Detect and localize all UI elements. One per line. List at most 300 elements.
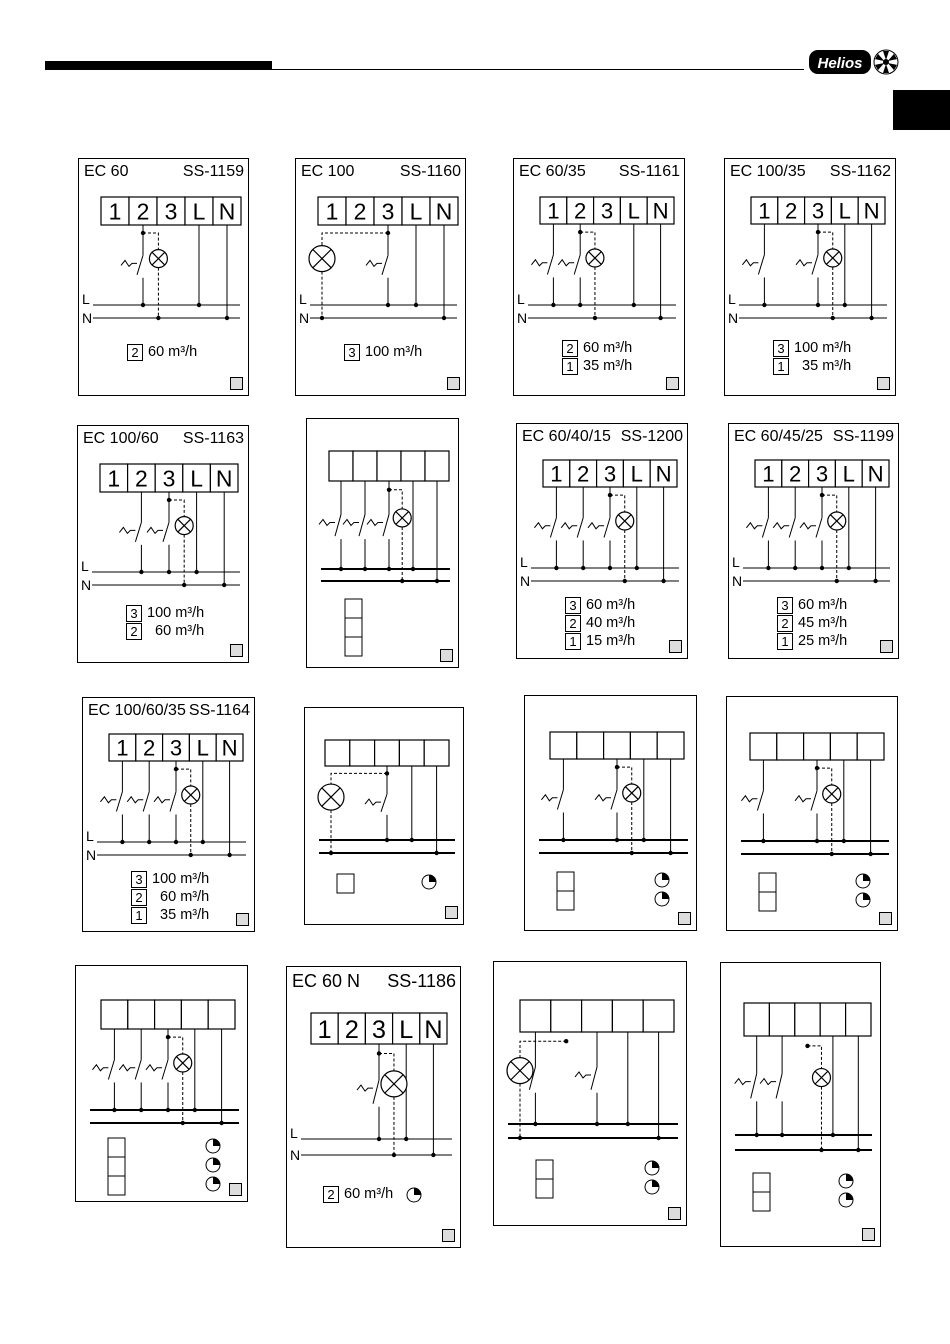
speed-stage-number: 3 <box>565 597 581 614</box>
airflow-value: 100 m³/h <box>147 605 205 621</box>
header-rule-thick <box>45 61 272 70</box>
junction-dot <box>141 303 145 307</box>
legend-row <box>773 339 851 357</box>
circuit-diagram <box>305 708 465 926</box>
circuit-diagram <box>494 962 688 1227</box>
line-label-N: N <box>728 310 739 326</box>
airflow-value: 60 m³/h <box>586 597 636 613</box>
switch-actuator-icon <box>365 799 381 805</box>
junction-dot <box>201 840 205 844</box>
article-code: SS-1162 <box>829 163 891 180</box>
timer-icon <box>839 1174 853 1188</box>
model-title: EC 60 <box>84 163 129 180</box>
terminal-cell <box>750 733 777 760</box>
wiring-panel <box>304 707 464 925</box>
legend-row <box>323 1185 393 1203</box>
terminal-label: 2 <box>136 198 150 225</box>
panel-marker-box <box>445 906 458 919</box>
legend-row <box>131 906 209 924</box>
junction-dot <box>793 566 797 570</box>
timer-icon <box>645 1180 659 1194</box>
legend-row <box>777 614 847 632</box>
legend-row <box>562 357 632 375</box>
terminal-label: L <box>838 198 851 224</box>
panel-marker-box <box>879 912 892 925</box>
switch-actuator-icon <box>760 1079 776 1085</box>
junction-dot <box>819 1148 823 1152</box>
wiring-panel <box>524 695 697 931</box>
legend-row <box>565 632 635 650</box>
lamp-feed-dashed <box>580 232 595 249</box>
model-title: EC 60/35 <box>519 163 586 180</box>
airflow-value: 35 m³/h <box>794 358 852 374</box>
junction-dot <box>112 1108 116 1112</box>
terminal-label: 3 <box>815 461 829 487</box>
line-label-L: L <box>520 554 528 570</box>
junction-dot <box>661 579 665 583</box>
junction-dot <box>435 579 439 583</box>
terminal-cell <box>399 740 424 766</box>
switch-contact <box>335 514 341 536</box>
airflow-value: 40 m³/h <box>586 615 636 631</box>
article-code: SS-1199 <box>832 428 894 445</box>
panel-marker-box <box>880 640 893 653</box>
airflow-value: 100 m³/h <box>152 871 210 887</box>
junction-dot <box>656 1136 660 1140</box>
legend-row <box>565 596 635 614</box>
airflow-value: 60 m³/h <box>583 340 633 356</box>
terminal-cell <box>643 1000 674 1032</box>
junction-dot <box>219 1121 223 1125</box>
terminal-label: 1 <box>116 735 129 761</box>
circuit-diagram <box>525 696 698 932</box>
switch-actuator-icon <box>541 795 557 801</box>
timer-icon <box>422 875 436 889</box>
junction-dot <box>608 566 612 570</box>
switch-actuator-icon <box>796 260 812 266</box>
switch-actuator-icon <box>121 260 137 266</box>
header-rule-thin <box>272 69 804 70</box>
switch-contact <box>143 792 149 812</box>
junction-dot <box>856 1148 860 1152</box>
junction-dot <box>835 579 839 583</box>
junction-dot <box>630 851 634 855</box>
switch-actuator-icon <box>742 260 758 266</box>
legend-box <box>536 1179 553 1198</box>
timer-icon <box>856 874 870 888</box>
junction-dot <box>387 567 391 571</box>
terminal-label: 1 <box>762 461 775 487</box>
switch-contact <box>547 255 553 275</box>
speed-stage-number: 2 <box>131 889 147 906</box>
terminal-label: 3 <box>381 198 395 225</box>
switch-actuator-icon <box>534 523 550 529</box>
switch-actuator-icon <box>119 527 135 533</box>
wiring-panel <box>513 158 685 396</box>
switch-actuator-icon <box>100 797 116 803</box>
panel-marker-box <box>440 649 453 662</box>
legend-box <box>536 1160 553 1179</box>
junction-dot <box>816 303 820 307</box>
terminal-cell <box>604 732 631 759</box>
airflow-value: 60 m³/h <box>344 1186 394 1202</box>
legend-box <box>759 873 776 892</box>
switch-contact <box>762 518 768 538</box>
wiring-panel <box>77 425 249 663</box>
junction-dot <box>762 303 766 307</box>
terminal-label: N <box>435 198 453 225</box>
line-label-N: N <box>517 310 528 326</box>
circuit-diagram <box>296 159 467 397</box>
legend-box <box>345 618 362 637</box>
section-tab <box>893 90 950 130</box>
line-label-N: N <box>81 577 92 593</box>
switch-contact <box>611 790 617 810</box>
switch-actuator-icon <box>119 1065 135 1071</box>
lamp-feed-dashed <box>808 1046 822 1069</box>
panel-marker-box <box>236 913 249 926</box>
terminal-cell <box>630 732 657 759</box>
junction-dot <box>766 566 770 570</box>
switch-contact <box>577 518 583 538</box>
switch-actuator-icon <box>575 1072 591 1078</box>
airflow-legend <box>131 870 209 924</box>
terminal-cell <box>657 732 684 759</box>
junction-dot <box>410 838 414 842</box>
speed-stage-number: 3 <box>344 344 360 361</box>
terminal-label: N <box>424 1015 443 1044</box>
timer-icon <box>407 1188 421 1202</box>
terminal-label: N <box>655 461 672 487</box>
switch-contact <box>812 255 818 275</box>
article-code: SS-1160 <box>399 163 461 180</box>
junction-dot <box>320 316 324 320</box>
speed-stage-number: 1 <box>773 358 789 375</box>
wiring-panel <box>295 158 466 396</box>
junction-dot <box>404 1137 408 1141</box>
speed-stage-number: 1 <box>565 633 581 650</box>
airflow-value: 45 m³/h <box>798 615 848 631</box>
junction-dot <box>197 303 201 307</box>
speed-stage-number: 1 <box>777 633 793 650</box>
junction-dot <box>385 838 389 842</box>
panel-marker-box <box>230 377 243 390</box>
junction-dot <box>225 316 229 320</box>
model-title: EC 100 <box>301 163 355 180</box>
lamp-feed-dashed <box>143 233 158 250</box>
wiring-panel <box>286 966 461 1248</box>
panel-marker-box <box>229 1183 242 1196</box>
switch-contact <box>135 1060 141 1080</box>
airflow-value: 15 m³/h <box>586 633 636 649</box>
line-label-N: N <box>520 573 531 589</box>
junction-dot <box>411 567 415 571</box>
switch-contact <box>381 794 387 812</box>
legend-row <box>131 888 209 906</box>
article-code: SS-1164 <box>188 702 250 719</box>
junction-dot <box>642 838 646 842</box>
circuit-diagram <box>79 159 250 397</box>
legend-row <box>777 632 847 650</box>
lamp-feed-dashed <box>817 768 832 785</box>
switch-actuator-icon <box>588 523 604 529</box>
junction-dot <box>595 1122 599 1126</box>
lamp-feed-dashed <box>617 767 632 784</box>
terminal-cell <box>520 1000 551 1032</box>
terminal-label: N <box>215 465 233 492</box>
junction-dot <box>830 852 834 856</box>
junction-dot <box>120 840 124 844</box>
airflow-legend <box>344 343 422 361</box>
switch-actuator-icon <box>92 1065 108 1071</box>
terminal-cell <box>612 1000 643 1032</box>
legend-box <box>557 872 574 891</box>
junction-dot <box>147 840 151 844</box>
switch-contact <box>162 1060 168 1080</box>
legend-box <box>108 1176 125 1195</box>
terminal-label: 1 <box>107 465 121 492</box>
airflow-value: 60 m³/h <box>148 344 198 360</box>
lamp-feed-dashed <box>818 232 833 249</box>
line-label-L: L <box>82 291 90 307</box>
junction-dot <box>831 316 835 320</box>
airflow-value: 100 m³/h <box>365 344 423 360</box>
switch-actuator-icon <box>735 1079 751 1085</box>
junction-dot <box>843 303 847 307</box>
article-code: SS-1161 <box>618 163 680 180</box>
terminal-label: L <box>399 1015 414 1044</box>
terminal-cell <box>744 1003 769 1036</box>
terminal-label: 2 <box>577 461 590 487</box>
switch-actuator-icon <box>366 260 382 266</box>
terminal-cell <box>551 1000 582 1032</box>
helios-logo <box>808 47 900 77</box>
timer-icon <box>839 1193 853 1207</box>
terminal-label: 2 <box>135 465 148 492</box>
airflow-value: 25 m³/h <box>798 633 848 649</box>
terminal-label: L <box>409 198 423 225</box>
terminal-label: 3 <box>600 198 614 224</box>
wiring-panel <box>82 697 255 932</box>
panel-marker-box <box>668 1207 681 1220</box>
circuit-diagram <box>721 963 882 1248</box>
circuit-diagram <box>76 966 249 1203</box>
switch-actuator-icon <box>319 519 335 525</box>
switch-contact <box>604 518 610 538</box>
legend-box <box>345 637 362 656</box>
junction-dot <box>554 566 558 570</box>
legend-box <box>108 1138 125 1157</box>
junction-dot <box>632 303 636 307</box>
switch-contact <box>751 1074 757 1099</box>
line-label-L: L <box>86 828 94 844</box>
lamp-feed-dashed <box>169 500 184 517</box>
terminal-label: 1 <box>550 461 563 487</box>
switch-actuator-icon <box>561 523 577 529</box>
terminal-label: 3 <box>169 735 183 761</box>
line-label-N: N <box>290 1147 301 1163</box>
junction-dot <box>780 1133 784 1137</box>
airflow-value: 35 m³/h <box>583 358 633 374</box>
terminal-cell <box>769 1003 794 1036</box>
junction-dot <box>193 1108 197 1112</box>
terminal-label: N <box>867 461 884 487</box>
legend-row <box>562 339 632 357</box>
timer-icon <box>206 1177 220 1191</box>
terminal-label: 1 <box>317 1015 332 1044</box>
panel-marker-box <box>678 912 691 925</box>
panel-marker-box <box>862 1228 875 1241</box>
junction-dot <box>847 566 851 570</box>
switch-actuator-icon <box>367 519 383 525</box>
line-label-L: L <box>81 558 89 574</box>
terminal-label: 2 <box>789 461 802 487</box>
airflow-legend <box>126 604 204 640</box>
terminal-cell <box>329 451 353 481</box>
junction-dot <box>842 839 846 843</box>
switch-contact <box>789 518 795 538</box>
legend-row <box>126 622 204 640</box>
line-label-L: L <box>728 291 736 307</box>
terminal-cell <box>208 1000 235 1029</box>
switch-actuator-icon <box>773 523 789 529</box>
brand-text: Helios <box>817 55 863 72</box>
terminal-cell <box>857 733 884 760</box>
junction-dot <box>761 839 765 843</box>
speed-stage-number: 2 <box>127 344 143 361</box>
legend-box <box>108 1157 125 1176</box>
junction-dot <box>339 567 343 571</box>
terminal-label: 2 <box>785 198 798 224</box>
switch-contact <box>373 1080 379 1104</box>
junction-dot <box>139 1108 143 1112</box>
timer-icon <box>655 892 669 906</box>
terminal-label: 1 <box>325 198 339 225</box>
speed-stage-number: 2 <box>323 1186 339 1203</box>
line-label-L: L <box>299 291 307 307</box>
switch-actuator-icon <box>531 260 547 266</box>
junction-dot <box>139 570 143 574</box>
junction-dot <box>386 303 390 307</box>
junction-dot <box>434 851 438 855</box>
terminal-cell <box>830 733 857 760</box>
airflow-legend <box>565 596 635 650</box>
legend-box <box>345 599 362 618</box>
switch-contact <box>591 1067 597 1090</box>
terminal-cell <box>375 740 400 766</box>
terminal-label: L <box>196 735 209 761</box>
airflow-legend <box>323 1185 393 1203</box>
model-title: EC 60/45/25 <box>734 428 823 445</box>
junction-dot <box>561 838 565 842</box>
junction-dot <box>377 1137 381 1141</box>
speed-stage-number: 2 <box>777 615 793 632</box>
terminal-cell <box>353 451 377 481</box>
junction-dot <box>593 316 597 320</box>
switch-contact <box>550 518 556 538</box>
junction-dot <box>755 1133 759 1137</box>
speed-stage-number: 2 <box>562 340 578 357</box>
switch-contact <box>135 522 141 541</box>
junction-dot <box>626 1122 630 1126</box>
switch-contact <box>359 514 365 536</box>
junction-dot <box>815 839 819 843</box>
wiring-panel <box>516 423 688 659</box>
terminal-label: 2 <box>143 735 156 761</box>
switch-contact <box>108 1060 114 1080</box>
terminal-label: 2 <box>353 198 367 225</box>
line-label-L: L <box>732 554 740 570</box>
junction-dot <box>400 579 404 583</box>
speed-stage-number: 3 <box>773 340 789 357</box>
circuit-diagram <box>307 419 460 669</box>
switch-contact <box>557 790 563 810</box>
terminal-cell <box>401 451 425 481</box>
junction-dot <box>615 838 619 842</box>
switch-contact <box>757 791 763 811</box>
terminal-cell <box>325 740 350 766</box>
terminal-cell <box>424 740 449 766</box>
timer-icon <box>645 1161 659 1175</box>
switch-contact <box>116 792 122 812</box>
article-code: SS-1186 <box>387 971 456 991</box>
timer-icon <box>655 873 669 887</box>
terminal-label: 3 <box>164 198 178 225</box>
airflow-value: 60 m³/h <box>798 597 848 613</box>
terminal-label: N <box>221 735 238 761</box>
terminal-label: N <box>218 198 236 225</box>
airflow-value: 60 m³/h <box>152 889 210 905</box>
speed-stage-number: 2 <box>126 623 142 640</box>
speed-stage-number: 1 <box>562 358 578 375</box>
airflow-value: 100 m³/h <box>794 340 852 356</box>
timer-icon <box>856 893 870 907</box>
airflow-legend <box>777 596 847 650</box>
legend-row <box>127 343 197 361</box>
timer-icon <box>206 1158 220 1172</box>
junction-dot <box>166 1108 170 1112</box>
switch-actuator-icon <box>147 527 163 533</box>
lamp-feed-dashed <box>176 769 191 786</box>
terminal-cell <box>795 1003 820 1036</box>
airflow-legend <box>773 339 851 375</box>
switch-actuator-icon <box>741 796 757 802</box>
lamp-feed-dashed <box>822 495 837 512</box>
terminal-cell <box>128 1000 155 1029</box>
switch-contact <box>811 791 817 811</box>
junction-dot <box>329 851 333 855</box>
panel-marker-box <box>666 377 679 390</box>
terminal-label: 1 <box>547 198 560 224</box>
model-title: EC 100/60/35 <box>88 702 186 719</box>
panel-marker-box <box>877 377 890 390</box>
line-label-L: L <box>517 291 525 307</box>
terminal-cell <box>377 451 401 481</box>
airflow-legend <box>127 343 197 361</box>
switch-contact <box>816 518 822 538</box>
junction-dot <box>578 303 582 307</box>
circuit-diagram <box>727 697 899 932</box>
speed-stage-number: 3 <box>126 605 142 622</box>
airflow-legend <box>562 339 632 375</box>
terminal-cell <box>582 1000 613 1032</box>
junction-dot <box>518 1136 522 1140</box>
line-label-L: L <box>290 1125 298 1141</box>
wiring-panel <box>720 962 881 1247</box>
wiring-panel <box>75 965 248 1202</box>
switch-actuator-icon <box>558 260 574 266</box>
article-code: SS-1159 <box>182 163 244 180</box>
